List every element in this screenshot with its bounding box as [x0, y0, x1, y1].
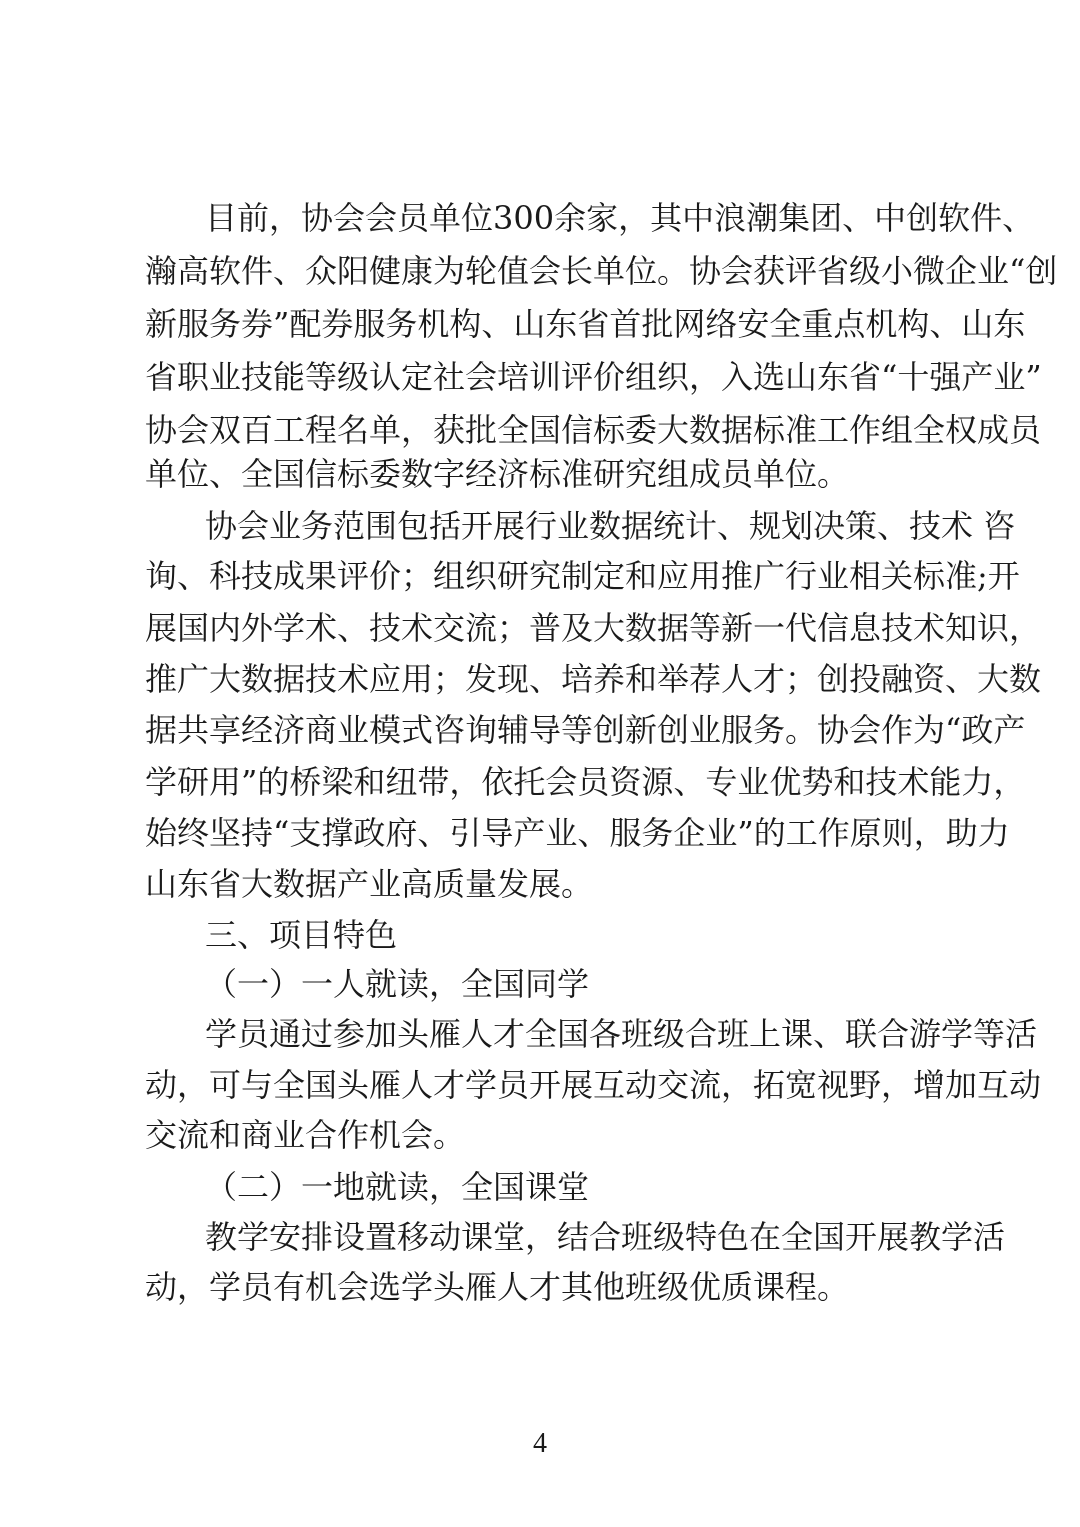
- paragraph-line: 展国内外学术、技术交流；普及大数据等新一代信息技术知识，: [145, 609, 1042, 647]
- paragraph-line: 省职业技能等级认定社会培训评价组织，入选山东省“十强产业”: [145, 358, 1042, 396]
- sub-heading: （一）一人就读，全国同学: [205, 965, 590, 1003]
- paragraph-line: 协会业务范围包括开展行业数据统计、规划决策、技术 咨: [205, 507, 1016, 545]
- paragraph-line: 学研用”的桥梁和纽带，依托会员资源、专业优势和技术能力，: [145, 763, 1026, 801]
- paragraph-line: 教学安排设置移动课堂，结合班级特色在全国开展教学活: [205, 1218, 1006, 1256]
- paragraph-line: 学员通过参加头雁人才全国各班级合班上课、联合游学等活: [205, 1015, 1038, 1053]
- paragraph-line: 据共享经济商业模式咨询辅导等创新创业服务。协会作为“政产: [145, 711, 1026, 749]
- sub-heading: （二）一地就读，全国课堂: [205, 1168, 590, 1206]
- paragraph-line: 交流和商业合作机会。: [145, 1116, 466, 1154]
- paragraph-line: 目前，协会会员单位300余家，其中浪潮集团、中创软件、: [205, 199, 1035, 237]
- paragraph-line: 单位、全国信标委数字经济标准研究组成员单位。: [145, 455, 850, 493]
- paragraph-line: 新服务券”配券服务机构、山东省首批网络安全重点机构、山东: [145, 305, 1026, 343]
- paragraph-line: 询、科技成果评价；组织研究制定和应用推广行业相关标准;开: [145, 557, 1020, 595]
- paragraph-line: 始终坚持“支撑政府、引导产业、服务企业”的工作原则，助力: [145, 814, 1010, 852]
- paragraph-line: 推广大数据技术应用；发现、培养和举荐人才；创投融资、大数: [145, 660, 1042, 698]
- paragraph-line: 山东省大数据产业高质量发展。: [145, 865, 594, 903]
- paragraph-line: 协会双百工程名单，获批全国信标委大数据标准工作组全权成员: [145, 411, 1042, 449]
- paragraph-line: 动，可与全国头雁人才学员开展互动交流，拓宽视野，增加互动: [145, 1066, 1042, 1104]
- paragraph-line: 瀚高软件、众阳健康为轮值会长单位。协会获评省级小微企业“创: [145, 252, 1058, 290]
- section-heading: 三、项目特色: [205, 916, 398, 954]
- page-number: 4: [533, 1428, 547, 1459]
- paragraph-line: 动，学员有机会选学头雁人才其他班级优质课程。: [145, 1268, 850, 1306]
